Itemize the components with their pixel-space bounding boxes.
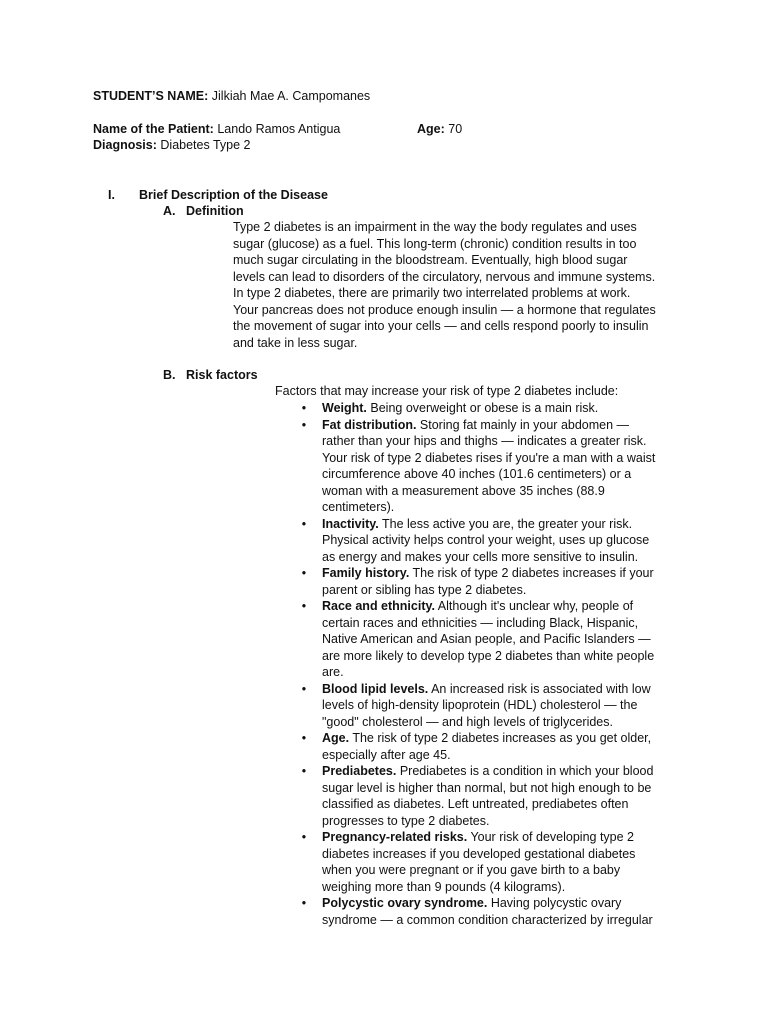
risk-factor-item bbox=[295, 763, 695, 829]
risk-factor-line bbox=[322, 417, 695, 434]
risk-factor-item bbox=[295, 829, 695, 895]
risk-factor-item bbox=[295, 417, 695, 516]
risk-factor-text: Your risk of developing type 2 bbox=[467, 830, 634, 844]
patient-name-value: Lando Ramos Antigua bbox=[217, 122, 341, 136]
risk-factor-line: Native American and Asian people, and Pacific Islanders — bbox=[322, 632, 651, 646]
subsection-letter-b: B. bbox=[163, 368, 176, 382]
diagnosis-line bbox=[93, 137, 251, 154]
risk-factor-line: rather than your hips and thighs — indicates a greater risk. bbox=[322, 434, 647, 448]
risk-factor-item bbox=[295, 516, 695, 566]
risk-factor-line: certain races and ethnicities — including Black, Hispanic, bbox=[322, 615, 639, 630]
risk-factor-line: progresses to type 2 diabetes. bbox=[322, 813, 490, 828]
risk-factors-heading: Risk factors bbox=[186, 368, 258, 382]
bullet-icon: • bbox=[301, 566, 307, 580]
definition-line: In type 2 diabetes, there are primarily two interrelated problems at work. bbox=[233, 286, 631, 300]
student-name-line bbox=[93, 88, 370, 105]
age-line bbox=[417, 121, 462, 138]
risk-factor-line: "good" cholesterol — and high levels of triglycerides. bbox=[322, 714, 613, 729]
risk-factor-name: Weight. bbox=[322, 401, 367, 415]
risk-factor-line: diabetes increases if you developed gestational diabetes bbox=[322, 846, 636, 861]
risk-factor-line: circumference above 40 inches (101.6 centimeters) or a bbox=[322, 467, 632, 481]
risk-factor-line: levels of high-density lipoprotein (HDL) cholesterol — the bbox=[322, 698, 638, 712]
risk-factor-line bbox=[322, 681, 695, 698]
risk-factor-name: Pregnancy-related risks. bbox=[322, 830, 468, 844]
bullet-icon: • bbox=[301, 417, 307, 432]
definition-line: Type 2 diabetes is an impairment in the way the body regulates and uses bbox=[233, 220, 637, 234]
risk-factor-line: Physical activity helps control your weight, uses up glucose bbox=[322, 533, 650, 547]
patient-name-label: Name of the Patient: bbox=[93, 122, 214, 136]
definition-paragraph bbox=[233, 219, 673, 351]
risk-factor-line bbox=[322, 565, 695, 582]
risk-factor-line: syndrome — a common condition characterized by irregular bbox=[322, 912, 653, 927]
risk-factor-text: The risk of type 2 diabetes increases as you get older, bbox=[349, 731, 652, 745]
risk-factor-item bbox=[295, 730, 695, 763]
definition-line: Your pancreas does not produce enough insulin — a hormone that regulates bbox=[233, 302, 656, 317]
risk-factor-line: sugar level is higher than normal, but not high enough to be bbox=[322, 780, 652, 795]
bullet-icon: • bbox=[301, 681, 307, 696]
risk-factor-name: Prediabetes. bbox=[322, 764, 397, 778]
risk-factor-item bbox=[295, 895, 695, 928]
risk-factor-line bbox=[322, 730, 695, 747]
risk-factor-text: The risk of type 2 diabetes increases if your bbox=[409, 566, 654, 580]
definition-heading: Definition bbox=[186, 204, 244, 218]
bullet-icon: • bbox=[301, 896, 307, 910]
risk-factor-line: as energy and makes your cells more sensitive to insulin. bbox=[322, 549, 639, 564]
risk-factor-line bbox=[322, 763, 695, 780]
risk-factor-name: Age. bbox=[322, 731, 350, 745]
subsection-letter-a: A. bbox=[163, 204, 176, 218]
risk-factor-line: classified as diabetes. Left untreated, prediabetes often bbox=[322, 797, 629, 811]
diagnosis-label: Diagnosis: bbox=[93, 138, 157, 152]
risk-factor-item bbox=[295, 681, 695, 731]
risk-factor-item bbox=[295, 400, 695, 417]
risk-factor-line bbox=[322, 895, 695, 912]
risk-factor-item bbox=[295, 598, 695, 681]
risk-factor-line: are. bbox=[322, 665, 344, 679]
section-number: I. bbox=[108, 188, 115, 202]
risk-factor-item bbox=[295, 565, 695, 598]
definition-line: levels can lead to disorders of the circulatory, nervous and immune systems. bbox=[233, 269, 656, 284]
risk-factor-name: Fat distribution. bbox=[322, 417, 417, 432]
risk-factor-line: woman with a measurement above 35 inches (88.9 bbox=[322, 483, 605, 498]
bullet-icon: • bbox=[301, 731, 307, 745]
risk-factor-text: An increased risk is associated with low bbox=[428, 681, 651, 696]
patient-name-line bbox=[93, 121, 340, 138]
bullet-icon: • bbox=[301, 764, 307, 778]
risk-factor-line: Your risk of type 2 diabetes rises if you're a man with a waist bbox=[322, 450, 656, 465]
definition-line: sugar (glucose) as a fuel. This long-term (chronic) condition results in too bbox=[233, 236, 637, 251]
risk-factor-line bbox=[322, 829, 695, 846]
risk-factor-line: when you were pregnant or if you gave birth to a baby bbox=[322, 863, 621, 877]
risk-factor-text: Having polycystic ovary bbox=[487, 896, 622, 910]
bullet-icon: • bbox=[301, 516, 307, 531]
bullet-icon: • bbox=[301, 599, 307, 613]
age-label: Age: bbox=[417, 122, 445, 136]
risk-factor-text: Although it's unclear why, people of bbox=[435, 599, 634, 613]
risk-factor-text: Storing fat mainly in your abdomen — bbox=[416, 417, 630, 432]
diagnosis-value: Diabetes Type 2 bbox=[160, 138, 251, 152]
risk-factor-line bbox=[322, 516, 695, 533]
risk-factor-line: are more likely to develop type 2 diabetes than white people bbox=[322, 648, 655, 663]
risk-factor-name: Polycystic ovary syndrome. bbox=[322, 896, 488, 910]
risk-factor-name: Family history. bbox=[322, 566, 410, 580]
student-name-value: Jilkiah Mae A. Campomanes bbox=[211, 89, 371, 103]
risk-factor-line: weighing more than 9 pounds (4 kilograms). bbox=[322, 879, 566, 894]
section-title: Brief Description of the Disease bbox=[139, 188, 328, 202]
definition-line: the movement of sugar into your cells — and cells respond poorly to insulin bbox=[233, 319, 649, 333]
bullet-icon: • bbox=[301, 401, 307, 415]
risk-factor-text: Being overweight or obese is a main risk. bbox=[366, 401, 599, 415]
risk-factor-name: Race and ethnicity. bbox=[322, 599, 435, 613]
risk-factor-name: Blood lipid levels. bbox=[322, 681, 429, 696]
risk-factor-line bbox=[322, 598, 695, 615]
risk-factors-list bbox=[295, 400, 695, 928]
risk-factor-name: Inactivity. bbox=[322, 516, 379, 531]
student-name-label: STUDENT’S NAME: bbox=[93, 89, 209, 103]
definition-line: and take in less sugar. bbox=[233, 335, 358, 350]
risk-factor-text: Prediabetes is a condition in which your blood bbox=[396, 764, 654, 778]
bullet-icon: • bbox=[301, 830, 307, 844]
risk-factors-intro: Factors that may increase your risk of type 2 diabetes include: bbox=[275, 384, 619, 398]
age-value: 70 bbox=[448, 122, 463, 136]
risk-factor-text: The less active you are, the greater your risk. bbox=[378, 516, 633, 531]
risk-factor-line: especially after age 45. bbox=[322, 747, 451, 762]
risk-factor-line bbox=[322, 400, 695, 417]
risk-factor-line: parent or sibling has type 2 diabetes. bbox=[322, 582, 527, 597]
risk-factor-line: centimeters). bbox=[322, 500, 395, 514]
definition-line: much sugar circulating in the bloodstream. Eventually, high blood sugar bbox=[233, 253, 628, 267]
